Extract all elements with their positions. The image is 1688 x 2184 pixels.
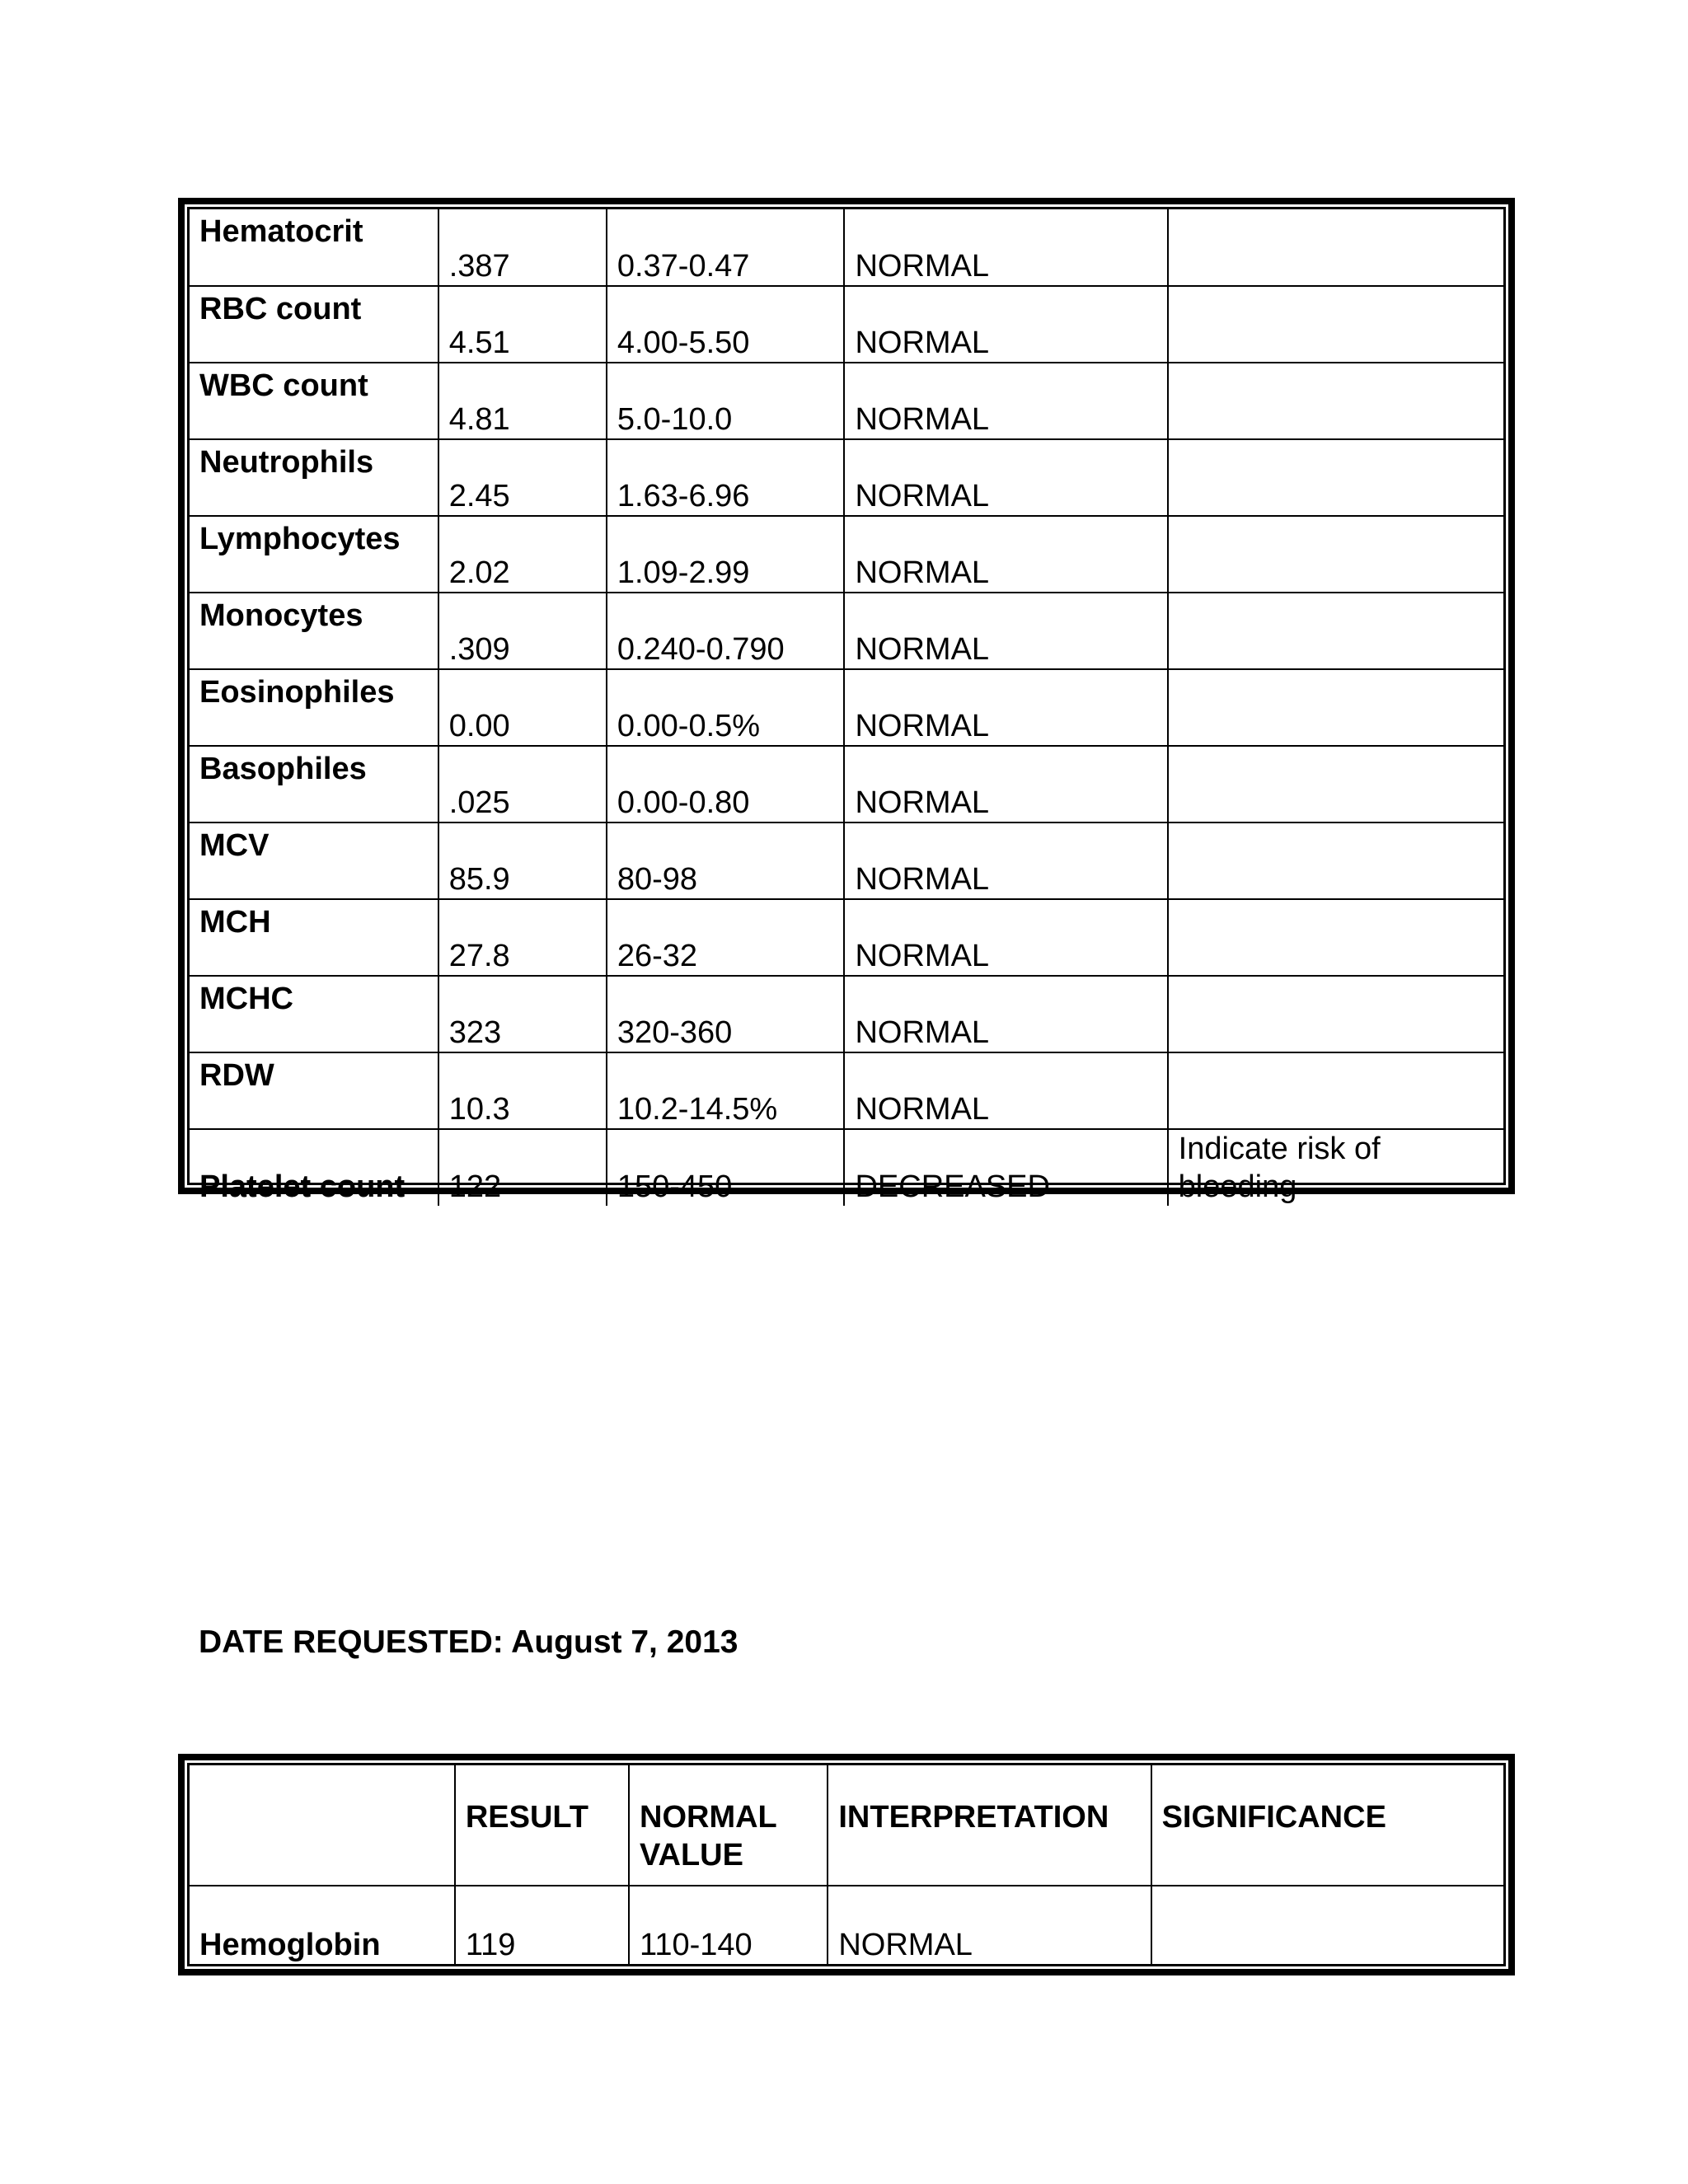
result-cell: .025 xyxy=(438,746,607,823)
result-cell: 10.3 xyxy=(438,1052,607,1129)
normal-value-cell: 0.00-0.80 xyxy=(607,746,845,823)
result-cell: 4.51 xyxy=(438,286,607,363)
table-row xyxy=(190,286,1503,363)
normal-value-cell: 26-32 xyxy=(607,899,845,976)
normal-value-cell: 1.09-2.99 xyxy=(607,516,845,593)
interpretation-cell: NORMAL xyxy=(844,669,1167,746)
parameter-cell: Basophiles xyxy=(190,746,438,823)
significance-cell xyxy=(1168,593,1503,669)
table-inner-border xyxy=(187,207,1506,1204)
significance-cell xyxy=(1168,669,1503,746)
cbc-results-table xyxy=(178,198,1515,1204)
normal-value-cell: 0.37-0.47 xyxy=(607,209,845,286)
parameter-cell: Lymphocytes xyxy=(190,516,438,593)
normal-value-cell: 110-140 xyxy=(629,1886,828,1964)
significance-cell xyxy=(1168,209,1503,286)
interpretation-cell: NORMAL xyxy=(844,899,1167,976)
result-cell: 2.45 xyxy=(438,439,607,516)
table-row xyxy=(190,593,1503,669)
parameter-cell: MCHC xyxy=(190,976,438,1052)
hemoglobin-results-body xyxy=(190,1765,1503,1964)
parameter-cell: Hemoglobin xyxy=(190,1886,455,1964)
normal-value-cell: 5.0-10.0 xyxy=(607,363,845,439)
result-cell: 0.00 xyxy=(438,669,607,746)
column-header-normal-value: NORMAL VALUE xyxy=(629,1765,828,1886)
table-header-row xyxy=(190,1765,1503,1886)
table-inner-border xyxy=(187,1763,1506,1966)
result-cell: 2.02 xyxy=(438,516,607,593)
significance-cell xyxy=(1168,439,1503,516)
normal-value-cell: 150-450 xyxy=(607,1129,845,1206)
interpretation-cell: NORMAL xyxy=(844,593,1167,669)
normal-value-cell: 320-360 xyxy=(607,976,845,1052)
result-cell: 85.9 xyxy=(438,823,607,899)
interpretation-cell: NORMAL xyxy=(844,823,1167,899)
parameter-cell: RDW xyxy=(190,1052,438,1129)
column-header-significance: SIGNIFICANCE xyxy=(1151,1765,1503,1886)
normal-value-cell: 0.00-0.5% xyxy=(607,669,845,746)
result-cell: 122 xyxy=(438,1129,607,1206)
parameter-cell: Neutrophils xyxy=(190,439,438,516)
table-row xyxy=(190,1129,1503,1206)
interpretation-cell: NORMAL xyxy=(828,1886,1151,1964)
normal-value-cell: 1.63-6.96 xyxy=(607,439,845,516)
parameter-cell: Eosinophiles xyxy=(190,669,438,746)
normal-value-cell: 4.00-5.50 xyxy=(607,286,845,363)
significance-cell: Indicate risk of bleeding xyxy=(1168,1129,1503,1206)
table-row xyxy=(190,1886,1503,1964)
table-row xyxy=(190,899,1503,976)
table-row xyxy=(190,823,1503,899)
table-row xyxy=(190,439,1503,516)
date-requested-heading: DATE REQUESTED: August 7, 2013 xyxy=(199,1624,738,1660)
cbc-results-grid xyxy=(190,209,1503,1206)
parameter-cell: Hematocrit xyxy=(190,209,438,286)
table-row xyxy=(190,746,1503,823)
table-row xyxy=(190,209,1503,286)
result-cell: .309 xyxy=(438,593,607,669)
column-header-result: RESULT xyxy=(455,1765,629,1886)
significance-cell xyxy=(1168,899,1503,976)
significance-cell xyxy=(1168,823,1503,899)
interpretation-cell: NORMAL xyxy=(844,516,1167,593)
result-cell: 323 xyxy=(438,976,607,1052)
table-row xyxy=(190,516,1503,593)
parameter-cell: Platelet count xyxy=(190,1129,438,1206)
significance-cell xyxy=(1168,976,1503,1052)
hemoglobin-results-table xyxy=(178,1754,1515,1975)
column-header-parameter xyxy=(190,1765,455,1886)
cbc-results-body xyxy=(190,209,1503,1206)
significance-cell xyxy=(1168,1052,1503,1129)
table-row xyxy=(190,1052,1503,1129)
normal-value-cell: 0.240-0.790 xyxy=(607,593,845,669)
significance-cell xyxy=(1151,1886,1503,1964)
significance-cell xyxy=(1168,516,1503,593)
interpretation-cell: NORMAL xyxy=(844,209,1167,286)
table-row xyxy=(190,363,1503,439)
interpretation-cell: NORMAL xyxy=(844,746,1167,823)
interpretation-cell: NORMAL xyxy=(844,439,1167,516)
parameter-cell: WBC count xyxy=(190,363,438,439)
interpretation-cell: NORMAL xyxy=(844,286,1167,363)
interpretation-cell: DECREASED xyxy=(844,1129,1167,1206)
normal-value-cell: 10.2-14.5% xyxy=(607,1052,845,1129)
table-row xyxy=(190,669,1503,746)
result-cell: .387 xyxy=(438,209,607,286)
significance-cell xyxy=(1168,286,1503,363)
result-cell: 4.81 xyxy=(438,363,607,439)
column-header-interpretation: INTERPRETATION xyxy=(828,1765,1151,1886)
significance-cell xyxy=(1168,363,1503,439)
interpretation-cell: NORMAL xyxy=(844,1052,1167,1129)
interpretation-cell: NORMAL xyxy=(844,363,1167,439)
table-row xyxy=(190,976,1503,1052)
hemoglobin-results-grid xyxy=(190,1765,1503,1964)
parameter-cell: RBC count xyxy=(190,286,438,363)
significance-cell xyxy=(1168,746,1503,823)
parameter-cell: MCH xyxy=(190,899,438,976)
parameter-cell: Monocytes xyxy=(190,593,438,669)
result-cell: 27.8 xyxy=(438,899,607,976)
interpretation-cell: NORMAL xyxy=(844,976,1167,1052)
normal-value-cell: 80-98 xyxy=(607,823,845,899)
parameter-cell: MCV xyxy=(190,823,438,899)
result-cell: 119 xyxy=(455,1886,629,1964)
